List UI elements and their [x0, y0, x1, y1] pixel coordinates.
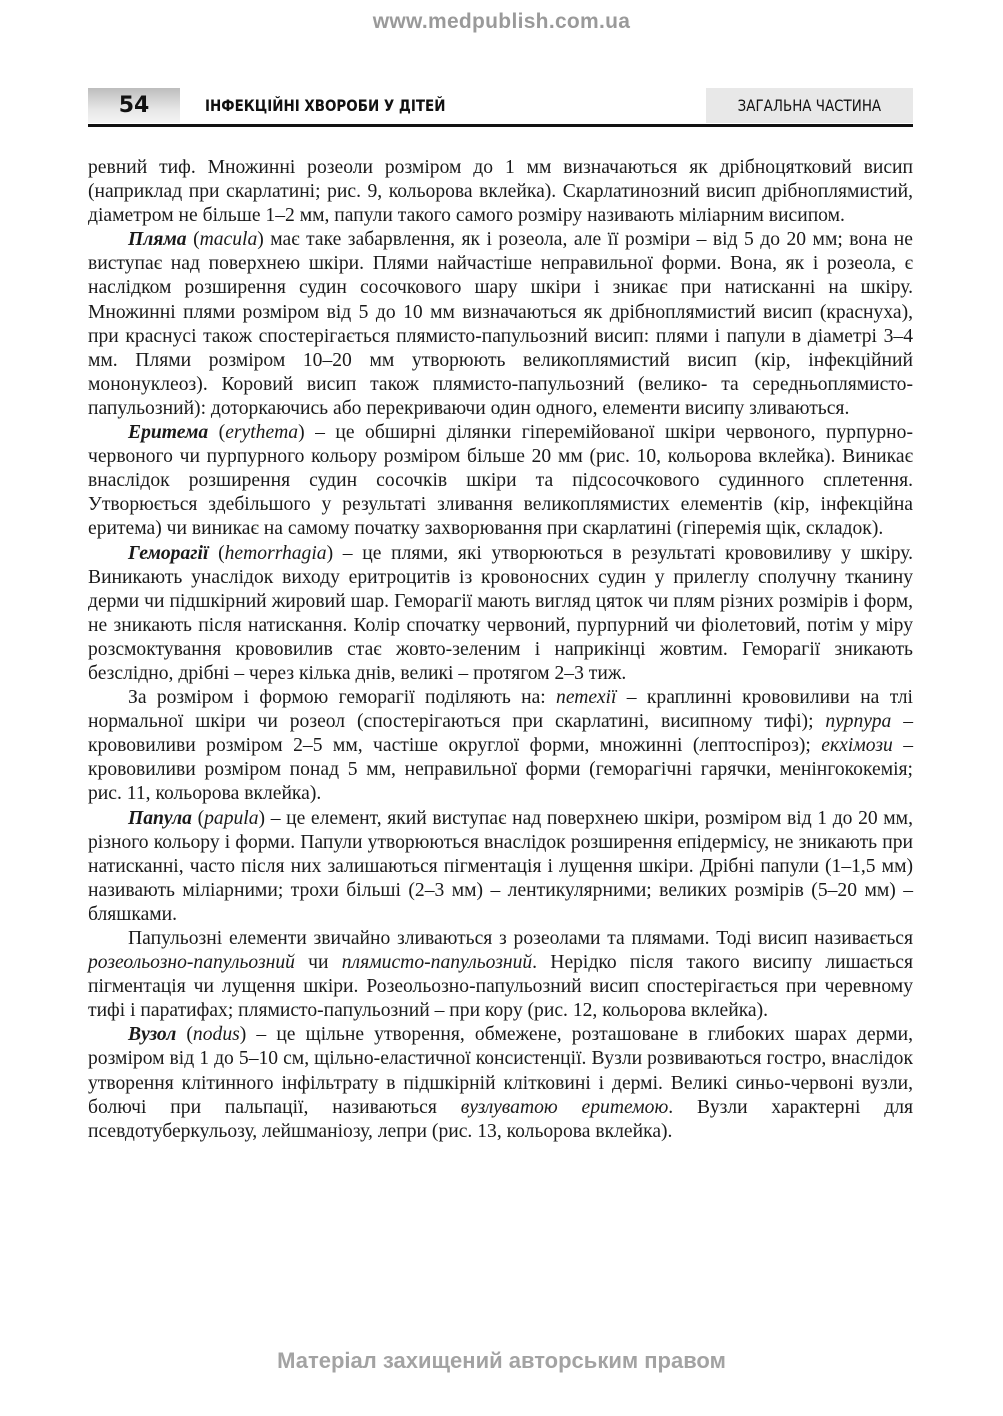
emphasis-ecchymoses: екхімози: [821, 735, 893, 757]
paragraph-papular-elements: [88, 927, 913, 1023]
paragraph-text: має таке забарвлення, як і розеола, але її розміри – від 5 до 20 мм; вона не виступає над поверхнею шкіри. Плями найчастіше неправильної форми. Вона, як і розеола, є наслідком розширення судин сосочкового шару шкіри і зникає при натисканні на шкіру. Множинні плями розміром від 5 до 10 мм визначаються як дрібноплямистий висип (краснуха), при краснусі також спостерігається плямисто-папульозний висип: плями і папули в діаметрі 3–4 мм. Плями розміром 10–20 мм утворюють великоплямистий висип (кір, інфекційний мононуклеоз). Коровий висип також плямисто-папульозний (велико- та середньоплямисто-папульозний): доторкаючись або перекриваючи один одного, елементи висипу зливаються.: [88, 229, 913, 419]
term-heading: Пляма: [128, 229, 187, 251]
emphasis-maculopapular: плямисто-папульозний: [341, 952, 533, 974]
text-run: Папульозні елементи звичайно зливаються з розеолами та плямами. Тоді висип називається: [128, 928, 913, 949]
term-heading: Геморагії: [128, 542, 209, 564]
text-run: – краплинні крововиливи на тлі нормальної шкіри чи розеол (спостерігаються при скарлатині, висипному тифі);: [88, 687, 913, 733]
latin-term: nodus: [192, 1024, 240, 1046]
emphasis-purpura: пурпура: [825, 711, 892, 733]
term-heading: Папула: [128, 807, 192, 829]
paragraph-hemorrhagia: Геморагії (hemorrhagia) – це плями, які утворюються в результаті крововиливу у шкіру. Виникають унаслідок виходу еритроцитів із кровоносних судин у прилеглу сполучну тканину дерми чи підшкірний жировий шар. Геморагії мають вигляд цяток чи плям різних розмірів і форм, не зникають після натискання. Колір спочатку червоний, пурпурний чи фіолетовий, потім у міру розсмоктування крововилив стає жовто-зеленим і наприкінці жовтим. Геморагії зникають безслідно, дрібні – через кілька днів, великі – протягом 2–3 тиж.: [88, 542, 913, 684]
section-title-label: ЗАГАЛЬНА ЧАСТИНА: [737, 96, 882, 115]
running-header: [88, 88, 913, 127]
watermark-url: www.medpublish.com.ua: [372, 10, 631, 33]
paragraph-text: – це плями, які утворюються в результаті крововиливу у шкіру. Виникають унаслідок виходу еритроцитів із кровоносних судин у прилеглу сполучну тканину дерми чи підшкірний жировий шар. Геморагії мають вигляд цяток чи плям різних розмірів і форм, не зникають після натискання. Колір спочатку червоний, пурпурний чи фіолетовий, потім у міру розсмоктування крововилив стає жовто-зеленим і наприкінці жовтим. Геморагії зникають безслідно, дрібні – через кілька днів, великі – протягом 2–3 тиж.: [88, 542, 913, 684]
text-run: – це щільне утворення, обмежене, розташоване в глибоких шарах дерми, розміром від 1 до 5–10 см, щільно-еластичної консистенції. Вузли розвиваються гостро, внаслідок утворення клітинного інфільтрату в підшкірній клітковині і дермі. Великі синьо-червоні вузли, болючі при пальпації, називаються: [88, 1024, 913, 1118]
latin-term: erythema: [225, 422, 299, 444]
emphasis-erythema-nodosum: вузлуватою еритемою: [460, 1096, 669, 1118]
text-run: чи: [294, 952, 342, 974]
latin-term: papula: [204, 807, 259, 829]
paragraph-hemorrhage-types: [88, 686, 913, 806]
emphasis-petechiae: петехії: [556, 687, 617, 709]
paragraph-nodus: Вузол (nodus) – це щільне утворення, обмежене, розташоване в глибоких шарах дерми, розміром від 1 до 5–10 см, щільно-еластичної консистенції. Вузли розвиваються гостро, внаслідок утворення клітинного інфільтрату в підшкірній клітковині і дермі. Великі синьо-червоні вузли, болючі при пальпації, називаються вузлуватою еритемою. Вузли характерні для псевдотуберкульозу, лейшманіозу, лепри (рис. 13, кольорова вклейка).: [88, 1024, 913, 1142]
text-run: . Вузли характерні для псевдотуберкульозу, лейшманіозу, лепри (рис. 13, кольорова вклейка).: [88, 1096, 913, 1142]
section-title: [706, 88, 913, 123]
text-run: – крововиливи розміром 2–5 мм, частіше округлої форми, множинні (лептоспіроз);: [88, 711, 913, 757]
body-text: [88, 156, 913, 1144]
paragraph-papula: Папула (papula) – це елемент, який виступає над поверхнею шкіри, розміром від 1 до 20 мм, різного кольору і форми. Папули утворюються внаслідок розширення епідермісу, не зникають при натисканні, часто після них залишаються пігментація і лущення шкіри. Дрібні папули (1–1,5 мм) називають міліарними; трохи більші (2–3 мм) – лентикулярними; великих розмірів (5–20 мм) – бляшками.: [88, 807, 913, 925]
text-run: – крововиливи розміром понад 5 мм, неправильної форми (геморагічні гарячки, менінгококемія; рис. 11, кольорова вклейка).: [88, 735, 913, 805]
paragraph-erythema: Еритема (erythema) – це обширні ділянки гіперемійованої шкіри червоного, пурпурно-червоного чи пурпурного кольору розміром більше 20 мм (рис. 10, кольорова вклейка). Виникає внаслідок розширення судин сосочків шкіри та підсосочкового судинного сплетення. Утворюється здебільшого у результаті зливання великоплямистих елементів (кір, інфекційна еритема) чи виникає на самому початку захворювання при скарлатині (гіперемія щік, складок).: [88, 422, 913, 540]
watermark-copyright: Матеріал захищений авторським правом: [277, 1348, 726, 1373]
paragraph-continuation: [88, 156, 913, 228]
page-number: 54: [88, 88, 180, 123]
latin-term: macula: [199, 229, 258, 251]
term-heading: Вузол: [128, 1024, 177, 1046]
book-title: ІНФЕКЦІЙНІ ХВОРОБИ У ДІТЕЙ: [205, 96, 446, 115]
paragraph-text: – це елемент, який виступає над поверхнею шкіри, розміром від 1 до 20 мм, різного кольору і форми. Папули утворюються внаслідок розширення епідермісу, не зникають при натисканні, часто після них залишаються пігментація і лущення шкіри. Дрібні папули (1–1,5 мм) називають міліарними; трохи більші (2–3 мм) – лентикулярними; великих розмірів (5–20 мм) – бляшками.: [88, 807, 913, 925]
text-run: . Нерідко після такого висипу лишається пігментація чи лущення шкіри. Розеольозно-папульозний висип спостерігається при черевному тифі і паратифах; плямисто-папульозний – при кору (рис. 12, кольорова вклейка).: [88, 952, 914, 1022]
term-heading: Еритема: [128, 422, 209, 444]
paragraph-text: ревний тиф. Множинні розеоли розміром до 1 мм визначаються як дрібноцятковий висип (наприклад при скарлатині; рис. 9, кольорова вклейка). Скарлатинозний висип дрібноплямистий, діаметром не більше 1–2 мм, папули такого самого розміру називають міліарним висипом.: [88, 157, 913, 227]
emphasis-roseolous-papular: розеольозно-папульозний: [88, 952, 295, 974]
latin-term: hemorrhagia: [224, 542, 327, 564]
text-run: За розміром і формою геморагії поділяють на:: [128, 687, 557, 709]
paragraph-macula: Пляма (macula) має таке забарвлення, як і розеола, але її розміри – від 5 до 20 мм; вона не виступає над поверхнею шкіри. Плями найчастіше неправильної форми. Вона, як і розеола, є наслідком розширення судин сосочкового шару шкіри і зникає при натисканні на шкіру. Множинні плями розміром від 5 до 10 мм визначаються як дрібноплямистий висип (краснуха), при краснусі також спостерігається плямисто-папульозний висип: плями і папули в діаметрі 3–4 мм. Плями розміром 10–20 мм утворюють великоплямистий висип (кір, інфекційний мононуклеоз). Коровий висип також плямисто-папульозний (велико- та середньоплямисто-папульозний): доторкаючись або перекриваючи один одного, елементи висипу зливаються.: [88, 229, 913, 419]
paragraph-text: – це обширні ділянки гіперемійованої шкіри червоного, пурпурно-червоного чи пурпурного кольору розміром більше 20 мм (рис. 10, кольорова вклейка). Виникає внаслідок розширення судин сосочків шкіри та підсосочкового судинного сплетення. Утворюється здебільшого у результаті зливання великоплямистих елементів (кір, інфекційна еритема) чи виникає на самому початку захворювання при скарлатині (гіперемія щік, складок).: [88, 422, 913, 540]
